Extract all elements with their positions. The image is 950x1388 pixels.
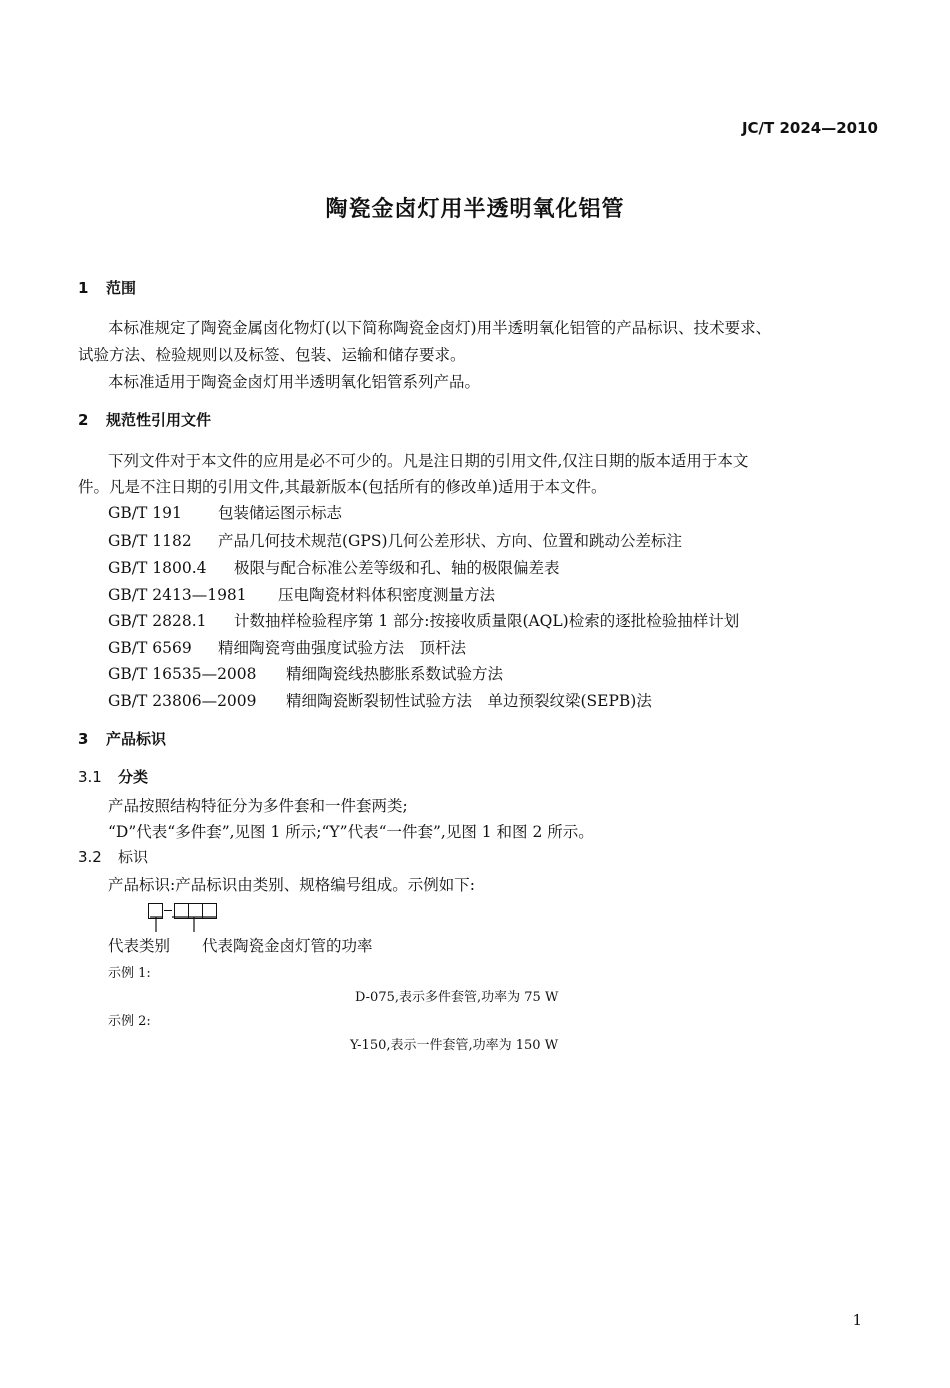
section-1-paragraph-line: 试验方法、检验规则以及标签、包装、运输和储存要求。 — [78, 346, 466, 364]
section-number: 3 — [78, 730, 89, 748]
reference-title: 精细陶瓷弯曲强度试验方法 顶杆法 — [218, 639, 467, 657]
subsection-title: 标识 — [118, 848, 149, 866]
subsection-3-2-line: 产品标识:产品标识由类别、规格编号组成。示例如下: — [108, 876, 475, 894]
reference-code: GB/T 1182 — [108, 532, 192, 550]
page-number: 1 — [852, 1311, 862, 1329]
section-number: 2 — [78, 411, 89, 429]
section-1-heading — [78, 277, 136, 298]
reference-code: GB/T 16535—2008 — [108, 665, 257, 683]
reference-item — [108, 583, 495, 605]
example-2-text: Y-150,表示一件套管,功率为 150 W — [350, 1038, 559, 1053]
standard-number: JC/T 2024—2010 — [741, 119, 878, 137]
reference-code: GB/T 1800.4 — [108, 559, 207, 577]
subsection-3-2-heading — [78, 846, 148, 867]
reference-code: GB/T 2828.1 — [108, 612, 207, 630]
section-number: 1 — [78, 279, 89, 297]
document-title: 陶瓷金卤灯用半透明氧化铝管 — [325, 197, 625, 222]
subsection-title: 分类 — [118, 768, 149, 786]
reference-item — [108, 529, 682, 551]
reference-item — [108, 689, 652, 711]
reference-item — [108, 556, 560, 578]
reference-item — [108, 662, 503, 684]
reference-title: 计数抽样检验程序第 1 部分:按接收质量限(AQL)检索的逐批检验抽样计划 — [234, 612, 740, 630]
section-3-heading — [78, 728, 166, 749]
reference-code: GB/T 23806—2009 — [108, 692, 257, 710]
subsection-3-1-heading — [78, 766, 148, 787]
reference-code: GB/T 6569 — [108, 639, 192, 657]
reference-title: 产品几何技术规范(GPS)几何公差形状、方向、位置和跳动公差标注 — [218, 532, 683, 550]
reference-title: 包装储运图示标志 — [218, 504, 343, 522]
reference-title: 极限与配合标准公差等级和孔、轴的极限偏差表 — [234, 559, 560, 577]
subsection-number: 3.1 — [78, 768, 102, 786]
section-2-heading — [78, 409, 211, 430]
example-1-label: 示例 1: — [108, 966, 151, 981]
subsection-number: 3.2 — [78, 848, 102, 866]
section-title: 范围 — [106, 279, 137, 297]
section-title: 规范性引用文件 — [106, 411, 212, 429]
example-1-text: D-075,表示多件套管,功率为 75 W — [355, 990, 559, 1005]
section-1-paragraph: 本标准适用于陶瓷金卤灯用半透明氧化铝管系列产品。 — [108, 373, 481, 391]
label-power: 代表陶瓷金卤灯管的功率 — [202, 937, 373, 955]
subsection-3-1-line: “D”代表“多件套”,见图 1 所示;“Y”代表“一件套”,见图 1 和图 2 所示。 — [108, 823, 594, 841]
reference-item — [108, 609, 739, 631]
section-2-intro-line: 件。凡是不注日期的引用文件,其最新版本(包括所有的修改单)适用于本文件。 — [78, 478, 607, 496]
label-category: 代表类别 — [108, 937, 171, 955]
section-title: 产品标识 — [106, 730, 167, 748]
reference-title: 精细陶瓷线热膨胀系数试验方法 — [286, 665, 504, 683]
reference-code: GB/T 2413—1981 — [108, 586, 247, 604]
example-2-label: 示例 2: — [108, 1014, 151, 1029]
reference-title: 精细陶瓷断裂韧性试验方法 单边预裂纹梁(SEPB)法 — [286, 692, 652, 710]
reference-code: GB/T 191 — [108, 504, 182, 522]
section-1-paragraph-line: 本标准规定了陶瓷金属卤化物灯(以下简称陶瓷金卤灯)用半透明氧化铝管的产品标识、技术要求、 — [108, 319, 772, 337]
reference-item — [108, 636, 466, 658]
marking-leader-lines — [148, 916, 228, 936]
subsection-3-1-line: 产品按照结构特征分为多件套和一件套两类; — [108, 797, 408, 815]
reference-item — [108, 501, 342, 523]
reference-title: 压电陶瓷材料体积密度测量方法 — [278, 586, 496, 604]
hyphen-mark — [164, 910, 172, 912]
section-2-intro-line: 下列文件对于本文件的应用是必不可少的。凡是注日期的引用文件,仅注日期的版本适用于本文 — [108, 452, 749, 470]
